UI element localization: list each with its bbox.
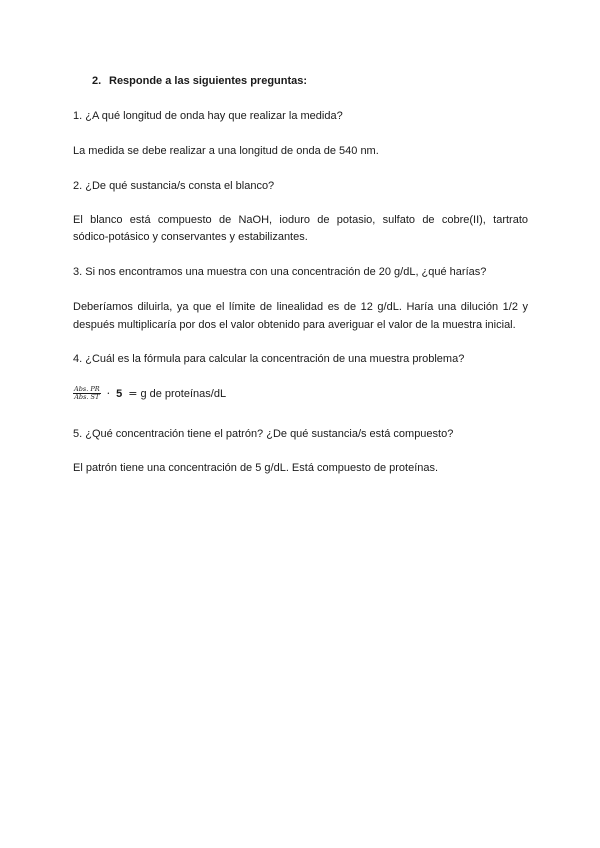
formula-denominator: Abs. ST: [74, 393, 100, 401]
formula-equals: =: [128, 387, 138, 400]
answer-2-line-2: sódico-potásico y conservantes y estabilizantes.: [73, 231, 308, 243]
answer-3-line-1: Deberíamos diluirla, ya que el límite de linealidad es de 12 g/dL. Haría una dilución 1/2 y: [73, 301, 528, 313]
section-heading: [92, 74, 307, 88]
section-title: Responde a las siguientes preguntas:: [109, 75, 308, 87]
formula-dot: ·: [106, 387, 111, 400]
formula-fraction: [73, 386, 101, 401]
question-5: 5. ¿Qué concentración tiene el patrón? ¿De qué sustancia/s está compuesto?: [73, 428, 454, 440]
formula-numerator: Abs. PR: [74, 385, 100, 393]
answer-5: El patrón tiene una concentración de 5 g/dL. Está compuesto de proteínas.: [73, 462, 439, 474]
question-1: 1. ¿A qué longitud de onda hay que realizar la medida?: [73, 110, 343, 122]
question-3: 3. Si nos encontramos una muestra con una concentración de 20 g/dL, ¿qué harías?: [73, 266, 487, 278]
section-number: 2.: [92, 75, 102, 87]
question-2: 2. ¿De qué sustancia/s consta el blanco?: [73, 180, 275, 192]
formula-factor: 5: [116, 387, 123, 400]
answer-2-line-1: El blanco está compuesto de NaOH, ioduro de potasio, sulfato de cobre(II), tartrato: [73, 214, 528, 226]
answer-1: La medida se debe realizar a una longitud de onda de 540 nm.: [73, 145, 379, 157]
formula-result: g de proteínas/dL: [140, 387, 227, 400]
question-4: 4. ¿Cuál es la fórmula para calcular la concentración de una muestra problema?: [73, 353, 465, 365]
answer-3-line-2: después multiplicaría por dos el valor obtenido para averiguar el valor de la muestra inicial.: [73, 319, 516, 331]
concentration-formula: [73, 386, 226, 401]
